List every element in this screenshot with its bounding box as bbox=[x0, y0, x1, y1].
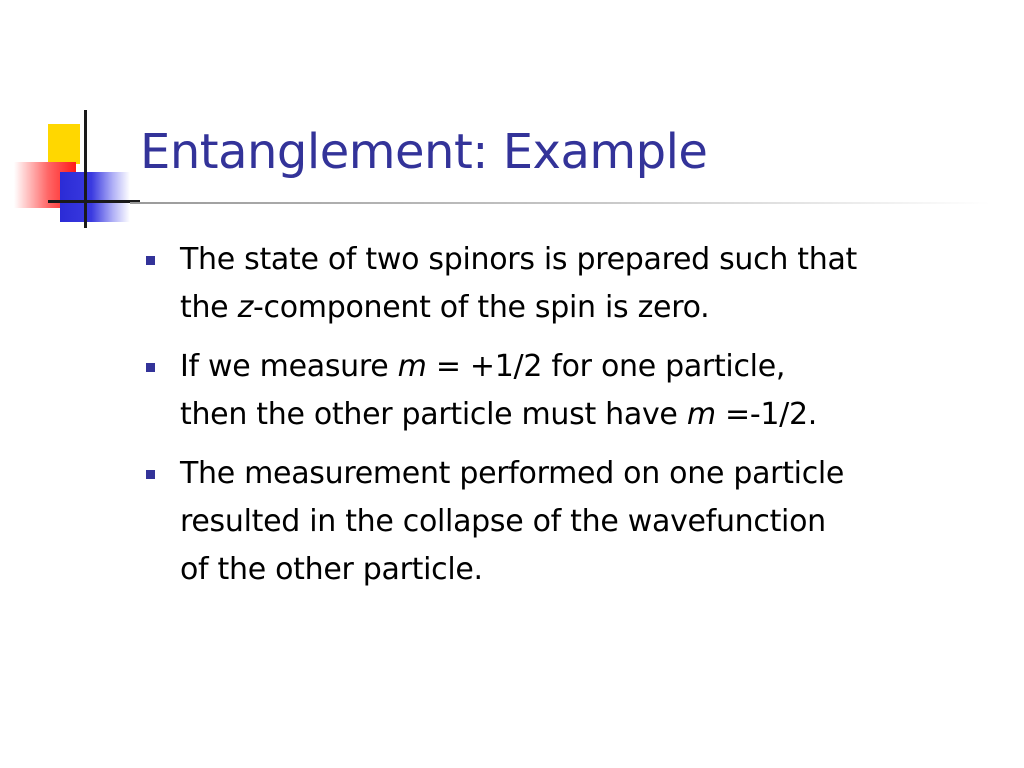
bullet-list bbox=[146, 236, 1006, 605]
bullet-square-icon bbox=[146, 256, 155, 265]
bullet-3-line-3: of the other particle. bbox=[180, 552, 483, 587]
bullet-square-icon bbox=[146, 363, 155, 372]
bullet-1-line-2-suffix: -component of the spin is zero. bbox=[253, 290, 710, 325]
bullet-item-3 bbox=[146, 450, 1006, 594]
bullet-3-line-1: The measurement performed on one particle bbox=[180, 456, 845, 491]
bullet-item-2 bbox=[146, 343, 1006, 439]
yellow-square-decoration bbox=[48, 124, 80, 164]
bullet-2-line-2-prefix: then the other particle must have bbox=[180, 397, 687, 432]
title-underline bbox=[130, 202, 990, 204]
bullet-1-variable-z: z bbox=[237, 290, 254, 325]
bullet-2-line-2-suffix: =-1/2. bbox=[715, 397, 817, 432]
vertical-line-decoration bbox=[84, 110, 87, 228]
bullet-2-variable-m-2: m bbox=[686, 397, 716, 432]
bullet-2-variable-m: m bbox=[397, 349, 427, 384]
horizontal-line-decoration bbox=[48, 200, 140, 203]
bullet-1-line-2-prefix: the bbox=[180, 290, 238, 325]
blue-square-decoration bbox=[60, 172, 130, 222]
bullet-item-1 bbox=[146, 236, 1006, 332]
bullet-2-line-1-suffix: = +1/2 for one particle, bbox=[426, 349, 786, 384]
bullet-3-line-2: resulted in the collapse of the wavefunction bbox=[180, 504, 826, 539]
slide-title: Entanglement: Example bbox=[140, 124, 708, 180]
bullet-square-icon bbox=[146, 470, 155, 479]
bullet-1-line-1: The state of two spinors is prepared such that bbox=[180, 242, 858, 277]
bullet-2-line-1-prefix: If we measure bbox=[180, 349, 398, 384]
